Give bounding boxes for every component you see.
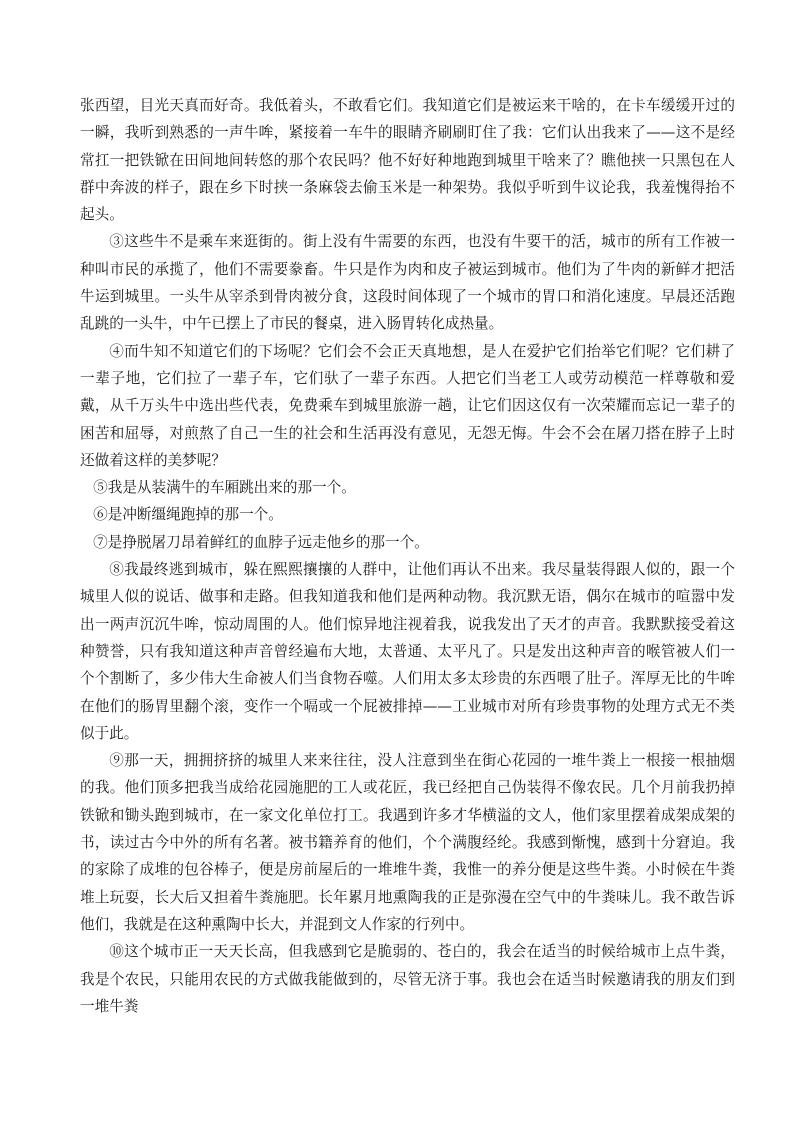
paragraph-5: ⑤我是从装满牛的车厢跳出来的那一个。 (93, 479, 356, 497)
paragraph-9: ⑨那一天，拥拥挤挤的城里人来来往往，没人注意到坐在街心花园的一堆牛粪上一根接一根抽烟的我。他们顶多把我当成给花园施肥的工人或花匠，我已经把自己伪装得不像农民。几个月前我扔掉铁锨和锄头跑到城市，在一家文化单位打工。我遇到许多才华横溢的文人，他们家里摆着成架成架的书，读过古今中外的所有名著。被书籍养育的他们，个个满腹经纶。我感到惭愧，感到十分窘迫。我的家除了成堆的包谷棒子，便是房前屋后的一堆堆牛粪，我惟一的养分便是这些牛粪。小时候在牛粪堆上玩耍，长大后又担着牛粪施肥。长年累月地熏陶我的正是弥漫在空气中的牛粪味儿。我不敢告诉他们，我就是在这种熏陶中长大，并混到文人作家的行列中。 (80, 752, 735, 933)
paragraph-3: ③这些牛不是乘车来逛街的。街上没有牛需要的东西，也没有牛要干的活，城市的所有工作被一种叫市民的承揽了，他们不需要豢畜。牛只是作为肉和皮子被运到城市。他们为了牛肉的新鲜才把活牛运到城里。一头牛从宰杀到骨肉被分食，这段时间体现了一个城市的胃口和消化速度。早晨还活跑乱跳的一头牛，中午已摆上了市民的餐桌，进入肠胃转化成热量。 (80, 233, 735, 333)
essay-text (80, 92, 735, 1020)
paragraph-7: ⑦是挣脱屠刀昂着鲜红的血脖子远走他乡的那一个。 (93, 533, 429, 551)
paragraph-4: ④而牛知不知道它们的下场呢？它们会不会正天真地想，是人在爱护它们抬举它们呢？它们耕了一辈子地，它们拉了一辈子车，它们驮了一辈子东西。人把它们当老工人或劳动模范一样尊敬和爱戴，从千万头牛中选出些代表，免费乘车到城里旅游一趟，让它们因这仅有一次荣耀而忘记一辈子的困苦和屈辱，对煎熬了自己一生的社会和生活再没有意见，无怨无悔。牛会不会在屠刀搭在脖子上时还做着这样的美梦呢？ (80, 342, 735, 469)
paragraph-6: ⑥是冲断缰绳跑掉的那一个。 (93, 506, 283, 524)
paragraph-8: ⑧我最终逃到城市，躲在熙熙攘攘的人群中，让他们再认不出来。我尽量装得跟人似的，跟一个城里人似的说话、做事和走路。但我知道我和他们是两种动物。我沉默无语，偶尔在城市的喧嚣中发出一两声沉沉牛哞，惊动周围的人。他们惊异地注视着我，说我发出了天才的声音。我默默接受着这种赞誉，只有我知道这种声音曾经遍布大地，太普通、太平凡了。只是发出这种声音的喉管被人们一个个割断了，多少伟大生命被人们当食物吞噬。人们用太多太珍贵的东西喂了肚子。浑厚无比的牛哞在他们的肠胃里翻个滚，变作一个嗝或一个屁被排掉——工业城市对所有珍贵事物的处理方式无不类似于此。 (80, 561, 735, 742)
paragraph-continuation: 张西望，目光天真而好奇。我低着头，不敢看它们。我知道它们是被运来干啥的，在卡车缓缓开过的一瞬，我听到熟悉的一声牛哞，紧接着一车牛的眼睛齐刷刷盯住了我：它们认出我来了——这不是经常扛一把铁锨在田间地间转悠的那个农民吗？他不好好种地跑到城里干啥来了？瞧他挟一只黑包在人群中奔波的样子，跟在乡下时挟一条麻袋去偷玉米是一种架势。我似乎听到牛议论我，我羞愧得抬不起头。 (80, 97, 735, 224)
paragraph-10: ⑩这个城市正一天天长高，但我感到它是脆弱的、苍白的，我会在适当的时候给城市上点牛粪，我是个农民，只能用农民的方式做我能做到的，尽管无济于事。我也会在适当时候邀请我的朋友们到一堆牛粪 (80, 943, 735, 1015)
